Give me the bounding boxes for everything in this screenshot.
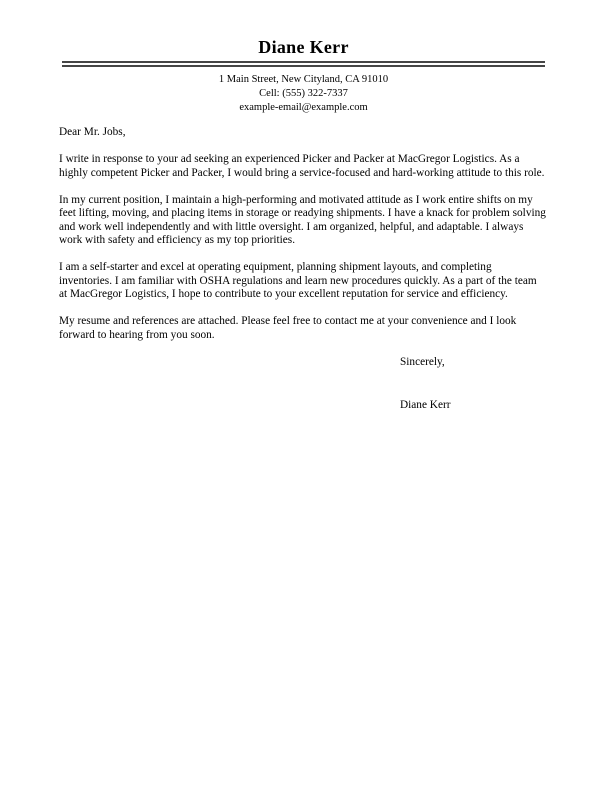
contact-address: 1 Main Street, New Cityland, CA 91010 (218, 74, 389, 86)
letter-body (59, 126, 546, 413)
body-paragraph: I write in response to your ad seeking an experienced Picker and Packer at MacGregor Logistics. As a highly competent Picker and Packer, I would bring a service-focused and hard-working attitude to this role. (59, 153, 545, 179)
body-paragraph: I am a self-starter and excel at operating equipment, planning shipment layouts, and completing inventories. I am familiar with OSHA regulations and learn new procedures quickly. As a part of the team at MacGregor Logistics, I hope to contribute to your excellent reputation for service and efficiency. (59, 261, 537, 301)
contact-email: example-email@example.com (239, 102, 368, 114)
header-divider-rule (62, 61, 545, 68)
body-paragraph: In my current position, I maintain a high-performing and motivated attitude as I work entire shifts on my feet lifting, moving, and placing items in storage or readying shipments. I have a knack for problem solving and work well independently and with little oversight. I am organized, helpful, and adaptable. I always work with safety and efficiency as my top priorities. (59, 193, 546, 247)
contact-block (0, 73, 607, 115)
signature-name: Diane Kerr (400, 399, 451, 412)
letterhead-name: Diane Kerr (258, 37, 349, 57)
closing: Sincerely, (400, 355, 445, 368)
contact-phone: Cell: (555) 322-7337 (259, 88, 348, 100)
letter-header (0, 0, 607, 115)
salutation: Dear Mr. Jobs, (59, 126, 126, 139)
body-paragraph: My resume and references are attached. Please feel free to contact me at your convenience and I look forward to hearing from you soon. (59, 315, 517, 341)
